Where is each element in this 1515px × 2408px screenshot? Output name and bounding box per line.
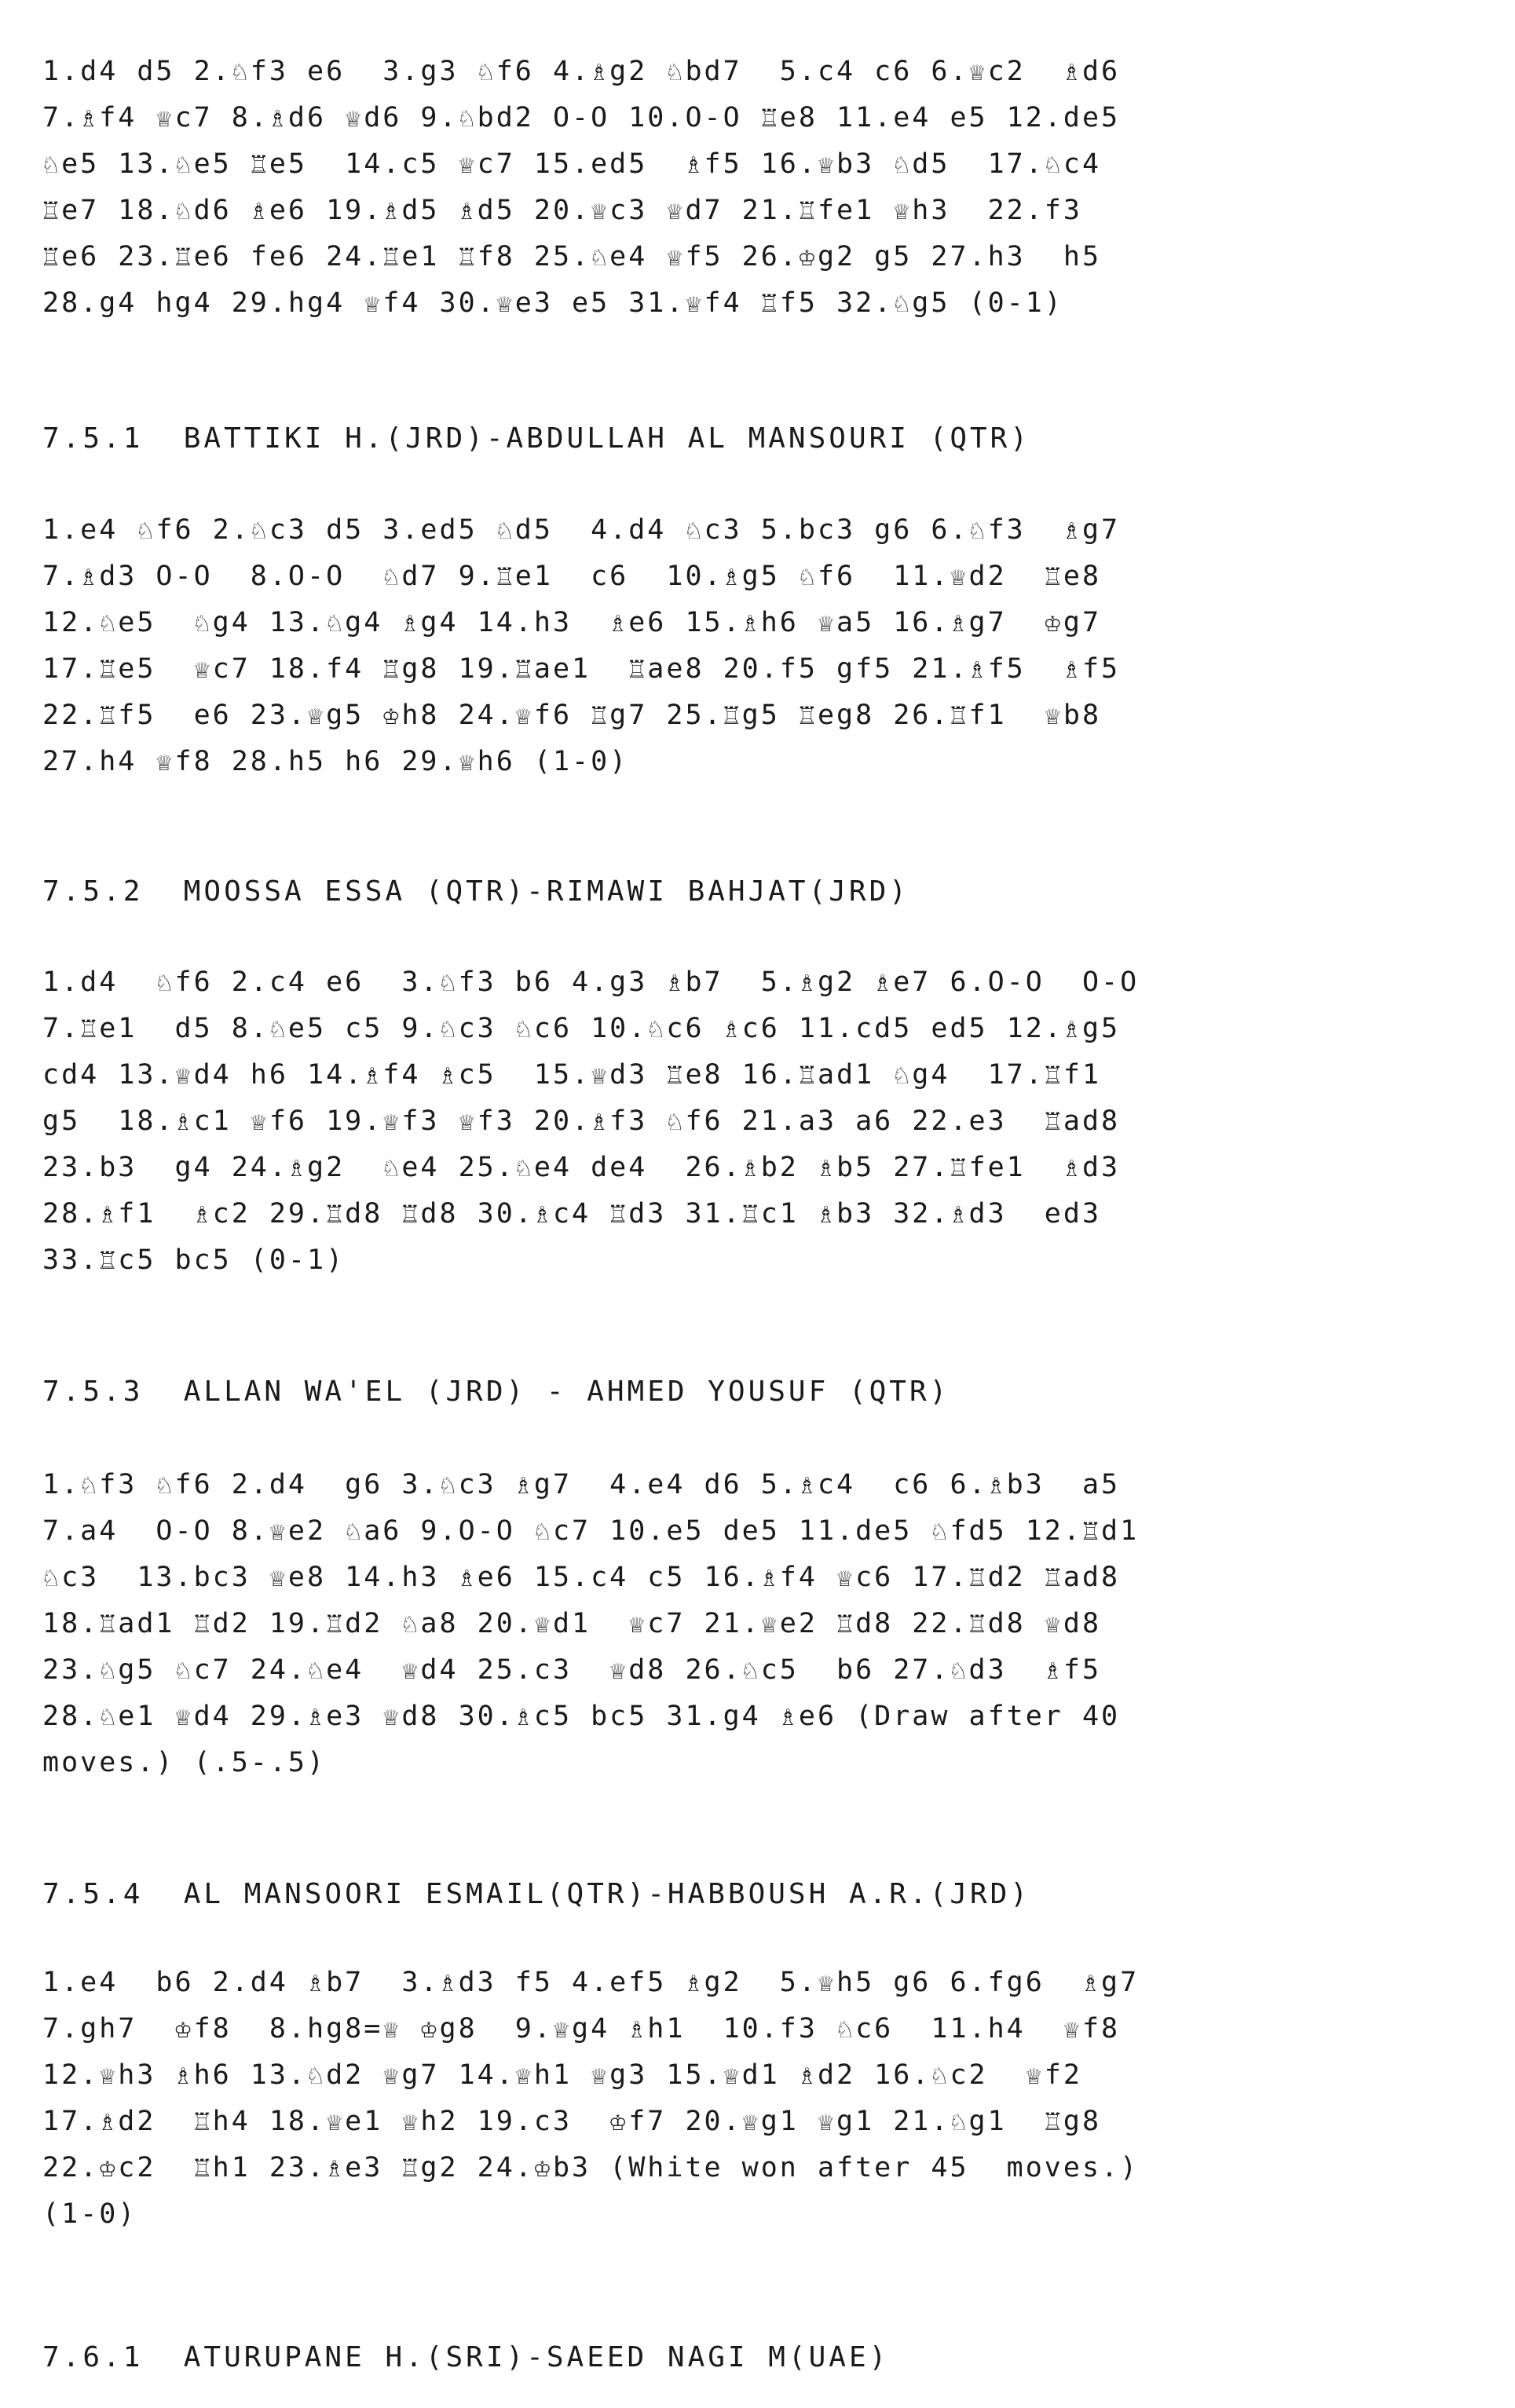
move-line: 22.♖f5 e6 23.♕g5 ♔h8 24.♕f6 ♖g7 25.♖g5 ♖eg8 26.♖f1 ♕b8 bbox=[42, 700, 1102, 731]
move-line: 28.♗f1 ♗c2 29.♖d8 ♖d8 30.♗c4 ♖d3 31.♖c1 ♗b3 32.♗d3 ed3 bbox=[42, 1198, 1102, 1230]
game-heading: 7.5.2 MOOSSA ESSA (QTR)-RIMAWI BAHJAT(JRD) bbox=[42, 875, 909, 908]
move-line: 23.b3 g4 24.♗g2 ♘e4 25.♘e4 de4 26.♗b2 ♗b5 27.♖fe1 ♗d3 bbox=[42, 1152, 1121, 1183]
move-line: 7.♗f4 ♕c7 8.♗d6 ♕d6 9.♘bd2 O-O 10.O-O ♖e8 11.e4 e5 12.de5 bbox=[42, 102, 1121, 133]
move-line: moves.) (.5-.5) bbox=[42, 1747, 327, 1778]
move-line: 17.♗d2 ♖h4 18.♕e1 ♕h2 19.c3 ♔f7 20.♕g1 ♕g1 21.♘g1 ♖g8 bbox=[42, 2106, 1102, 2137]
move-line: 27.h4 ♕f8 28.h5 h6 29.♕h6 (1-0) bbox=[42, 746, 629, 777]
move-line: g5 18.♗c1 ♕f6 19.♕f3 ♕f3 20.♗f3 ♘f6 21.a3 a6 22.e3 ♖ad8 bbox=[42, 1105, 1121, 1137]
game-heading: 7.5.3 ALLAN WA'EL (JRD) - AHMED YOUSUF (QTR) bbox=[42, 1376, 950, 1408]
move-line: 23.♘g5 ♘c7 24.♘e4 ♕d4 25.c3 ♕d8 26.♘c5 b6 27.♘d3 ♗f5 bbox=[42, 1654, 1102, 1686]
move-line: 1.d4 d5 2.♘f3 e6 3.g3 ♘f6 4.♗g2 ♘bd7 5.c4 c6 6.♕c2 ♗d6 bbox=[42, 56, 1121, 87]
move-line: 28.g4 hg4 29.hg4 ♕f4 30.♕e3 e5 31.♕f4 ♖f5 32.♘g5 (0-1) bbox=[42, 287, 1063, 319]
game-moves bbox=[42, 507, 1472, 785]
move-line: 1.e4 b6 2.d4 ♗b7 3.♗d3 f5 4.ef5 ♗g2 5.♕h5 g6 6.fg6 ♗g7 bbox=[42, 1967, 1140, 1998]
game-heading: 7.5.4 AL MANSOORI ESMAIL(QTR)-HABBOUSH A.R.(JRD) bbox=[42, 1878, 1031, 1910]
move-line: 33.♖c5 bc5 (0-1) bbox=[42, 1244, 346, 1276]
move-line: 17.♖e5 ♕c7 18.f4 ♖g8 19.♖ae1 ♖ae8 20.f5 gf5 21.♗f5 ♗f5 bbox=[42, 653, 1121, 685]
move-line: 7.♖e1 d5 8.♘e5 c5 9.♘c3 ♘c6 10.♘c6 ♗c6 11.cd5 ed5 12.♗g5 bbox=[42, 1013, 1121, 1044]
move-line: 12.♘e5 ♘g4 13.♘g4 ♗g4 14.h3 ♗e6 15.♗h6 ♕a5 16.♗g7 ♔g7 bbox=[42, 607, 1102, 638]
move-line: ♘c3 13.bc3 ♕e8 14.h3 ♗e6 15.c4 c5 16.♗f4 ♕c6 17.♖d2 ♖ad8 bbox=[42, 1562, 1121, 1593]
move-line: 7.gh7 ♔f8 8.hg8=♕ ♔g8 9.♕g4 ♗h1 10.f3 ♘c6 11.h4 ♕f8 bbox=[42, 2013, 1121, 2044]
game-moves bbox=[42, 1462, 1472, 1786]
move-line: 1.d4 ♘f6 2.c4 e6 3.♘f3 b6 4.g3 ♗b7 5.♗g2 ♗e7 6.O-O O-O bbox=[42, 966, 1140, 998]
game-moves bbox=[42, 959, 1472, 1284]
game-moves bbox=[42, 49, 1472, 327]
move-line: ♖e7 18.♘d6 ♗e6 19.♗d5 ♗d5 20.♕c3 ♕d7 21.♖fe1 ♕h3 22.f3 bbox=[42, 195, 1082, 226]
move-line: (1-0) bbox=[42, 2198, 137, 2230]
move-line: ♘e5 13.♘e5 ♖e5 14.c5 ♕c7 15.ed5 ♗f5 16.♕b3 ♘d5 17.♘c4 bbox=[42, 148, 1102, 180]
move-line: cd4 13.♕d4 h6 14.♗f4 ♗c5 15.♕d3 ♖e8 16.♖ad1 ♘g4 17.♖f1 bbox=[42, 1059, 1102, 1091]
move-line: 18.♖ad1 ♖d2 19.♖d2 ♘a8 20.♕d1 ♕c7 21.♕e2 ♖d8 22.♖d8 ♕d8 bbox=[42, 1608, 1102, 1639]
move-line: ♖e6 23.♖e6 fe6 24.♖e1 ♖f8 25.♘e4 ♕f5 26.♔g2 g5 27.h3 h5 bbox=[42, 241, 1102, 272]
move-line: 12.♕h3 ♗h6 13.♘d2 ♕g7 14.♕h1 ♕g3 15.♕d1 ♗d2 16.♘c2 ♕f2 bbox=[42, 2059, 1082, 2091]
move-line: 28.♘e1 ♕d4 29.♗e3 ♕d8 30.♗c5 bc5 31.g4 ♗e6 (Draw after 40 bbox=[42, 1701, 1121, 1732]
move-line: 7.♗d3 O-O 8.O-O ♘d7 9.♖e1 c6 10.♗g5 ♘f6 11.♕d2 ♖e8 bbox=[42, 561, 1102, 592]
game-moves bbox=[42, 1960, 1472, 2238]
game-heading: 7.5.1 BATTIKI H.(JRD)-ABDULLAH AL MANSOURI (QTR) bbox=[42, 422, 1031, 455]
move-line: 7.a4 O-O 8.♕e2 ♘a6 9.O-O ♘c7 10.e5 de5 11.de5 ♘fd5 12.♖d1 bbox=[42, 1515, 1140, 1547]
move-line: 1.♘f3 ♘f6 2.d4 g6 3.♘c3 ♗g7 4.e4 d6 5.♗c4 c6 6.♗b3 a5 bbox=[42, 1469, 1121, 1500]
move-line: 1.e4 ♘f6 2.♘c3 d5 3.ed5 ♘d5 4.d4 ♘c3 5.bc3 g6 6.♘f3 ♗g7 bbox=[42, 514, 1121, 546]
game-heading: 7.6.1 ATURUPANE H.(SRI)-SAEED NAGI M(UAE) bbox=[42, 2341, 890, 2373]
move-line: 22.♔c2 ♖h1 23.♗e3 ♖g2 24.♔b3 (White won after 45 moves.) bbox=[42, 2152, 1140, 2183]
